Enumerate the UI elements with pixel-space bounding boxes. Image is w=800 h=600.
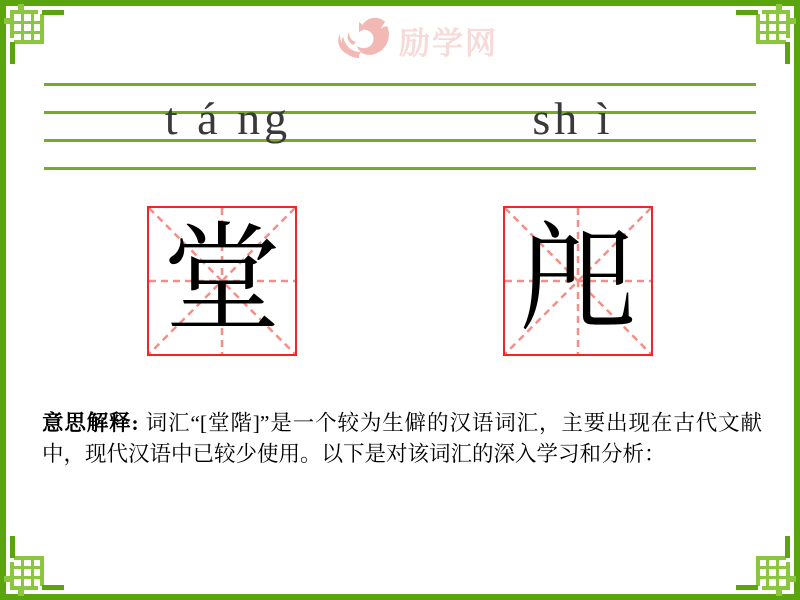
corner-ornament-icon xyxy=(0,0,64,64)
pinyin-rule-line xyxy=(44,83,756,86)
corner-ornament-icon xyxy=(736,536,800,600)
explanation-label: 意思解释: xyxy=(42,411,139,435)
pinyin-first: t á ng xyxy=(164,93,292,144)
logo-text: 励学网 xyxy=(399,26,498,61)
hanzi-character-first: 堂 xyxy=(162,215,281,346)
explanation-body: 词汇“[堂階]”是一个较为生僻的汉语词汇，主要出现在古代文献中，现代汉语中已较少使用。以下是对该词汇的深入学习和分析： xyxy=(42,411,762,466)
corner-ornament-icon xyxy=(736,0,800,64)
pinyin-rule-line xyxy=(44,167,756,170)
explanation-paragraph xyxy=(42,408,762,470)
watermark-logo xyxy=(333,12,498,63)
pinyin-second: sh ì xyxy=(532,93,614,144)
fox-swirl-icon xyxy=(333,14,395,62)
hanzi-box-second xyxy=(503,206,653,356)
corner-ornament-icon xyxy=(0,536,64,600)
hanzi-box-first xyxy=(147,206,297,356)
hanzi-character-second: 戺 xyxy=(518,215,637,346)
